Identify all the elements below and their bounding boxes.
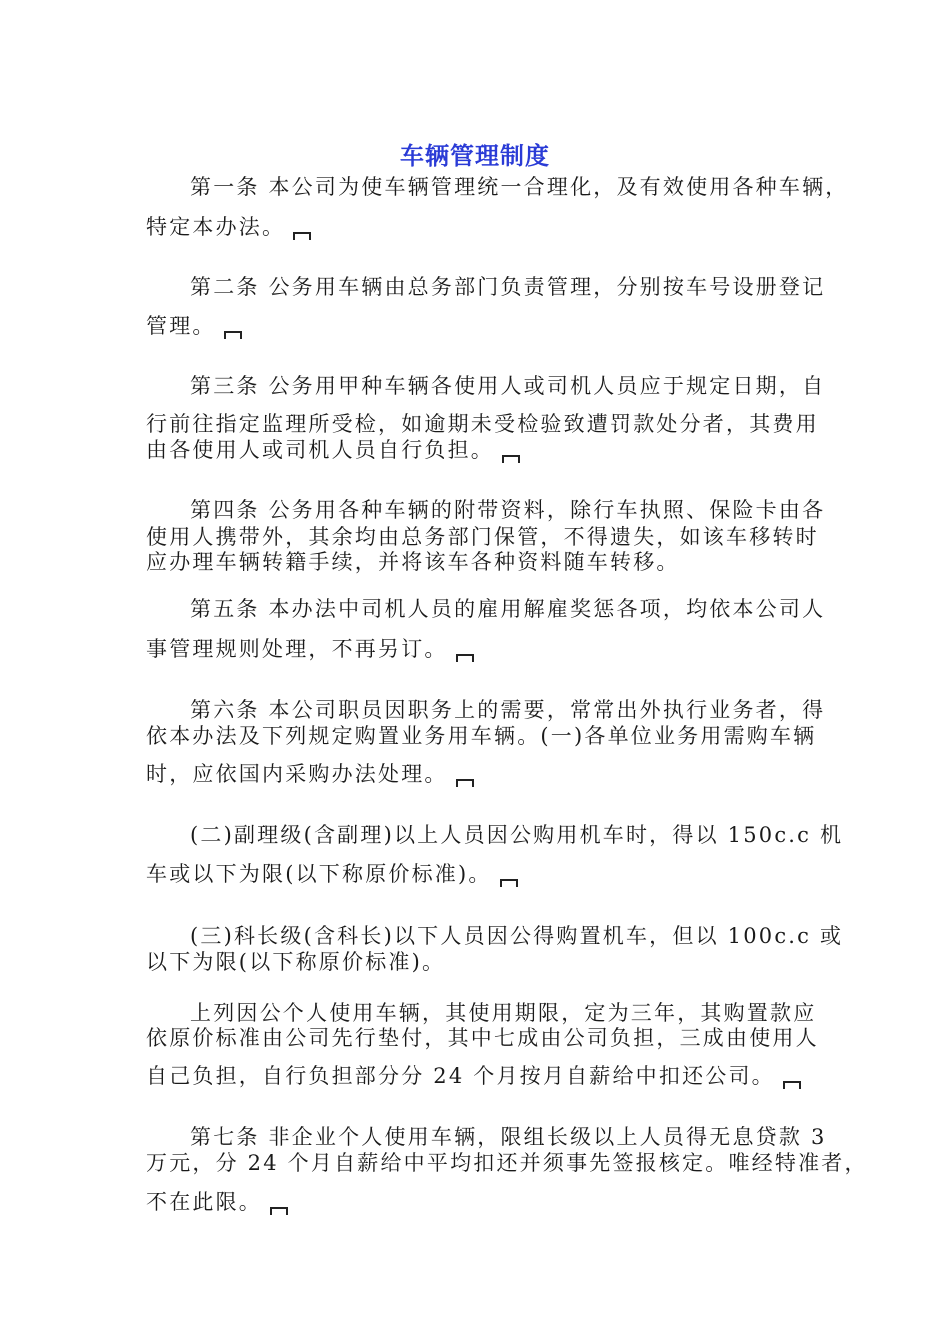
line-text: 管理。 bbox=[146, 314, 216, 338]
paragraph-line bbox=[190, 596, 825, 622]
line-text: 自己负担，自行负担部分分 24 个月按月自薪给中扣还公司。 bbox=[146, 1064, 775, 1088]
paragraph-end-mark-icon bbox=[783, 1081, 801, 1089]
line-text: 依原价标准由公司先行垫付，其中七成由公司负担，三成由使用人 bbox=[146, 1026, 819, 1050]
line-text: 第五条 本办法中司机人员的雇用解雇奖惩各项，均依本公司人 bbox=[190, 597, 826, 621]
line-text: 万元，分 24 个月自薪给中平均扣还并须事先签报核定。唯经特准者， bbox=[146, 1151, 868, 1175]
paragraph-line bbox=[146, 861, 518, 887]
paragraph-line bbox=[190, 1000, 816, 1026]
paragraph-line bbox=[146, 949, 445, 975]
paragraph-line bbox=[146, 1150, 868, 1176]
line-text: 时，应依国内采购办法处理。 bbox=[146, 762, 448, 786]
line-text: (三)科长级(含科长)以下人员因公得购置机车，但以 100c.c 或 bbox=[190, 924, 844, 948]
paragraph-line bbox=[146, 1189, 288, 1215]
paragraph-end-mark-icon bbox=[270, 1207, 288, 1215]
paragraph-line bbox=[146, 636, 474, 662]
paragraph-end-mark-icon bbox=[293, 232, 311, 240]
line-text: 事管理规则处理，不再另订。 bbox=[146, 637, 448, 661]
paragraph-line bbox=[190, 697, 825, 723]
paragraph-end-mark-icon bbox=[502, 455, 520, 463]
line-text: 车或以下为限(以下称原价标准)。 bbox=[146, 862, 492, 886]
paragraph-line bbox=[146, 1025, 819, 1051]
paragraph-line bbox=[190, 274, 825, 300]
paragraph-end-mark-icon bbox=[456, 654, 474, 662]
paragraph-line bbox=[146, 313, 242, 339]
line-text: 行前往指定监理所受检，如逾期未受检验致遭罚款处分者，其费用 bbox=[146, 412, 819, 436]
paragraph-line bbox=[190, 174, 848, 200]
line-text: 特定本办法。 bbox=[146, 215, 286, 239]
document-title: 车辆管理制度 bbox=[400, 142, 550, 170]
paragraph-line bbox=[190, 923, 843, 949]
paragraph-end-mark-icon bbox=[224, 331, 242, 339]
line-text: 第四条 公务用各种车辆的附带资料，除行车执照、保险卡由各 bbox=[190, 498, 826, 522]
line-text: 应办理车辆转籍手续，并将该车各种资料随车转移。 bbox=[146, 550, 680, 574]
line-text: 第一条 本公司为使车辆管理统一合理化，及有效使用各种车辆， bbox=[190, 175, 849, 199]
line-text: 由各使用人或司机人员自行负担。 bbox=[146, 438, 494, 462]
paragraph-line bbox=[190, 1124, 827, 1150]
paragraph-line bbox=[146, 1063, 801, 1089]
line-text: 依本办法及下列规定购置业务用车辆。(一)各单位业务用需购车辆 bbox=[146, 724, 817, 748]
paragraph-line bbox=[146, 411, 819, 437]
paragraph-line bbox=[146, 524, 819, 550]
paragraph-line bbox=[146, 761, 474, 787]
line-text: 使用人携带外，其余均由总务部门保管，不得遗失，如该车移转时 bbox=[146, 525, 819, 549]
paragraph-line bbox=[146, 214, 311, 240]
paragraph-line bbox=[146, 549, 680, 575]
line-text: 第六条 本公司职员因职务上的需要，常常出外执行业务者，得 bbox=[190, 698, 826, 722]
paragraph-end-mark-icon bbox=[456, 779, 474, 787]
line-text: 上列因公个人使用车辆，其使用期限，定为三年，其购置款应 bbox=[190, 1001, 817, 1025]
line-text: 第二条 公务用车辆由总务部门负责管理，分别按车号设册登记 bbox=[190, 275, 826, 299]
line-text: 以下为限(以下称原价标准)。 bbox=[146, 950, 446, 974]
line-text: 第三条 公务用甲种车辆各使用人或司机人员应于规定日期，自 bbox=[190, 374, 826, 398]
paragraph-line bbox=[190, 497, 825, 523]
paragraph-line bbox=[190, 373, 825, 399]
line-text: (二)副理级(含副理)以上人员因公购用机车时，得以 150c.c 机 bbox=[190, 823, 844, 847]
paragraph-line bbox=[146, 723, 816, 749]
paragraph-end-mark-icon bbox=[500, 879, 518, 887]
paragraph-line bbox=[146, 437, 520, 463]
line-text: 第七条 非企业个人使用车辆，限组长级以上人员得无息贷款 3 bbox=[190, 1125, 827, 1149]
line-text: 不在此限。 bbox=[146, 1190, 262, 1214]
paragraph-line bbox=[190, 822, 843, 848]
